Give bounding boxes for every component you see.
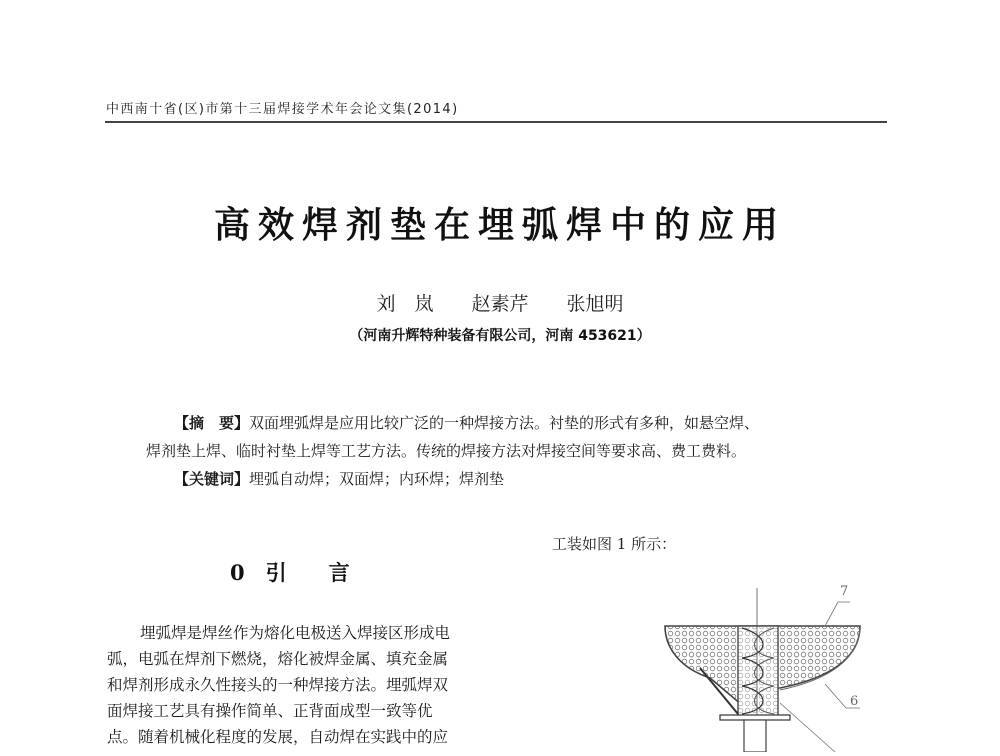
body-line: 埋弧焊是焊丝作为熔化电极送入焊接区形成电 [140, 624, 451, 642]
abstract-line-2: 焊剂垫上焊、临时衬垫上焊等工艺方法。传统的焊接方法对焊接空间等要求高、费工费料。 [146, 442, 747, 460]
body-line: 弧，电弧在焊剂下燃烧，熔化被焊金属、填充金属 [107, 650, 449, 668]
flux-pad-diagram-icon [660, 588, 880, 752]
abstract-block [146, 409, 866, 493]
body-text [107, 620, 485, 750]
running-header: 中西南十省(区)市第十三届焊接学术年会论文集(2014) [106, 102, 459, 117]
header-rule [105, 121, 887, 123]
abstract-text-1: 双面埋弧焊是应用比较广泛的一种焊接方法。衬垫的形式有多种，如悬空焊、 [249, 414, 760, 432]
abstract-line-1 [146, 409, 866, 437]
body-line: 和焊剂形成永久性接头的一种焊接方法。埋弧焊双 [107, 676, 449, 694]
keywords-label: 【关键词】 [174, 470, 250, 488]
section-heading: 0 引 言 [230, 560, 350, 585]
figure-label-7: 7 [840, 584, 849, 599]
abstract-label: 【摘 要】 [174, 414, 250, 432]
figure-1-flux-pad-diagram [660, 584, 880, 752]
body-line: 面焊接工艺具有操作简单、正背面成型一致等优 [107, 702, 433, 720]
body-line: 点。随着机械化程度的发展，自动焊在实践中的应 [107, 728, 449, 746]
authors: 刘 岚 赵素芹 张旭明 [376, 293, 624, 315]
keywords-text: 埋弧自动焊；双面焊；内环焊；焊剂垫 [249, 470, 505, 488]
paper-title: 高效焊剂垫在埋弧焊中的应用 [213, 204, 786, 246]
keywords-line [146, 465, 866, 493]
figure-label-6: 6 [850, 694, 859, 709]
affiliation: （河南升辉特种装备有限公司，河南 453621） [349, 328, 651, 344]
figure-intro-text: 工装如图 1 所示： [552, 535, 677, 553]
